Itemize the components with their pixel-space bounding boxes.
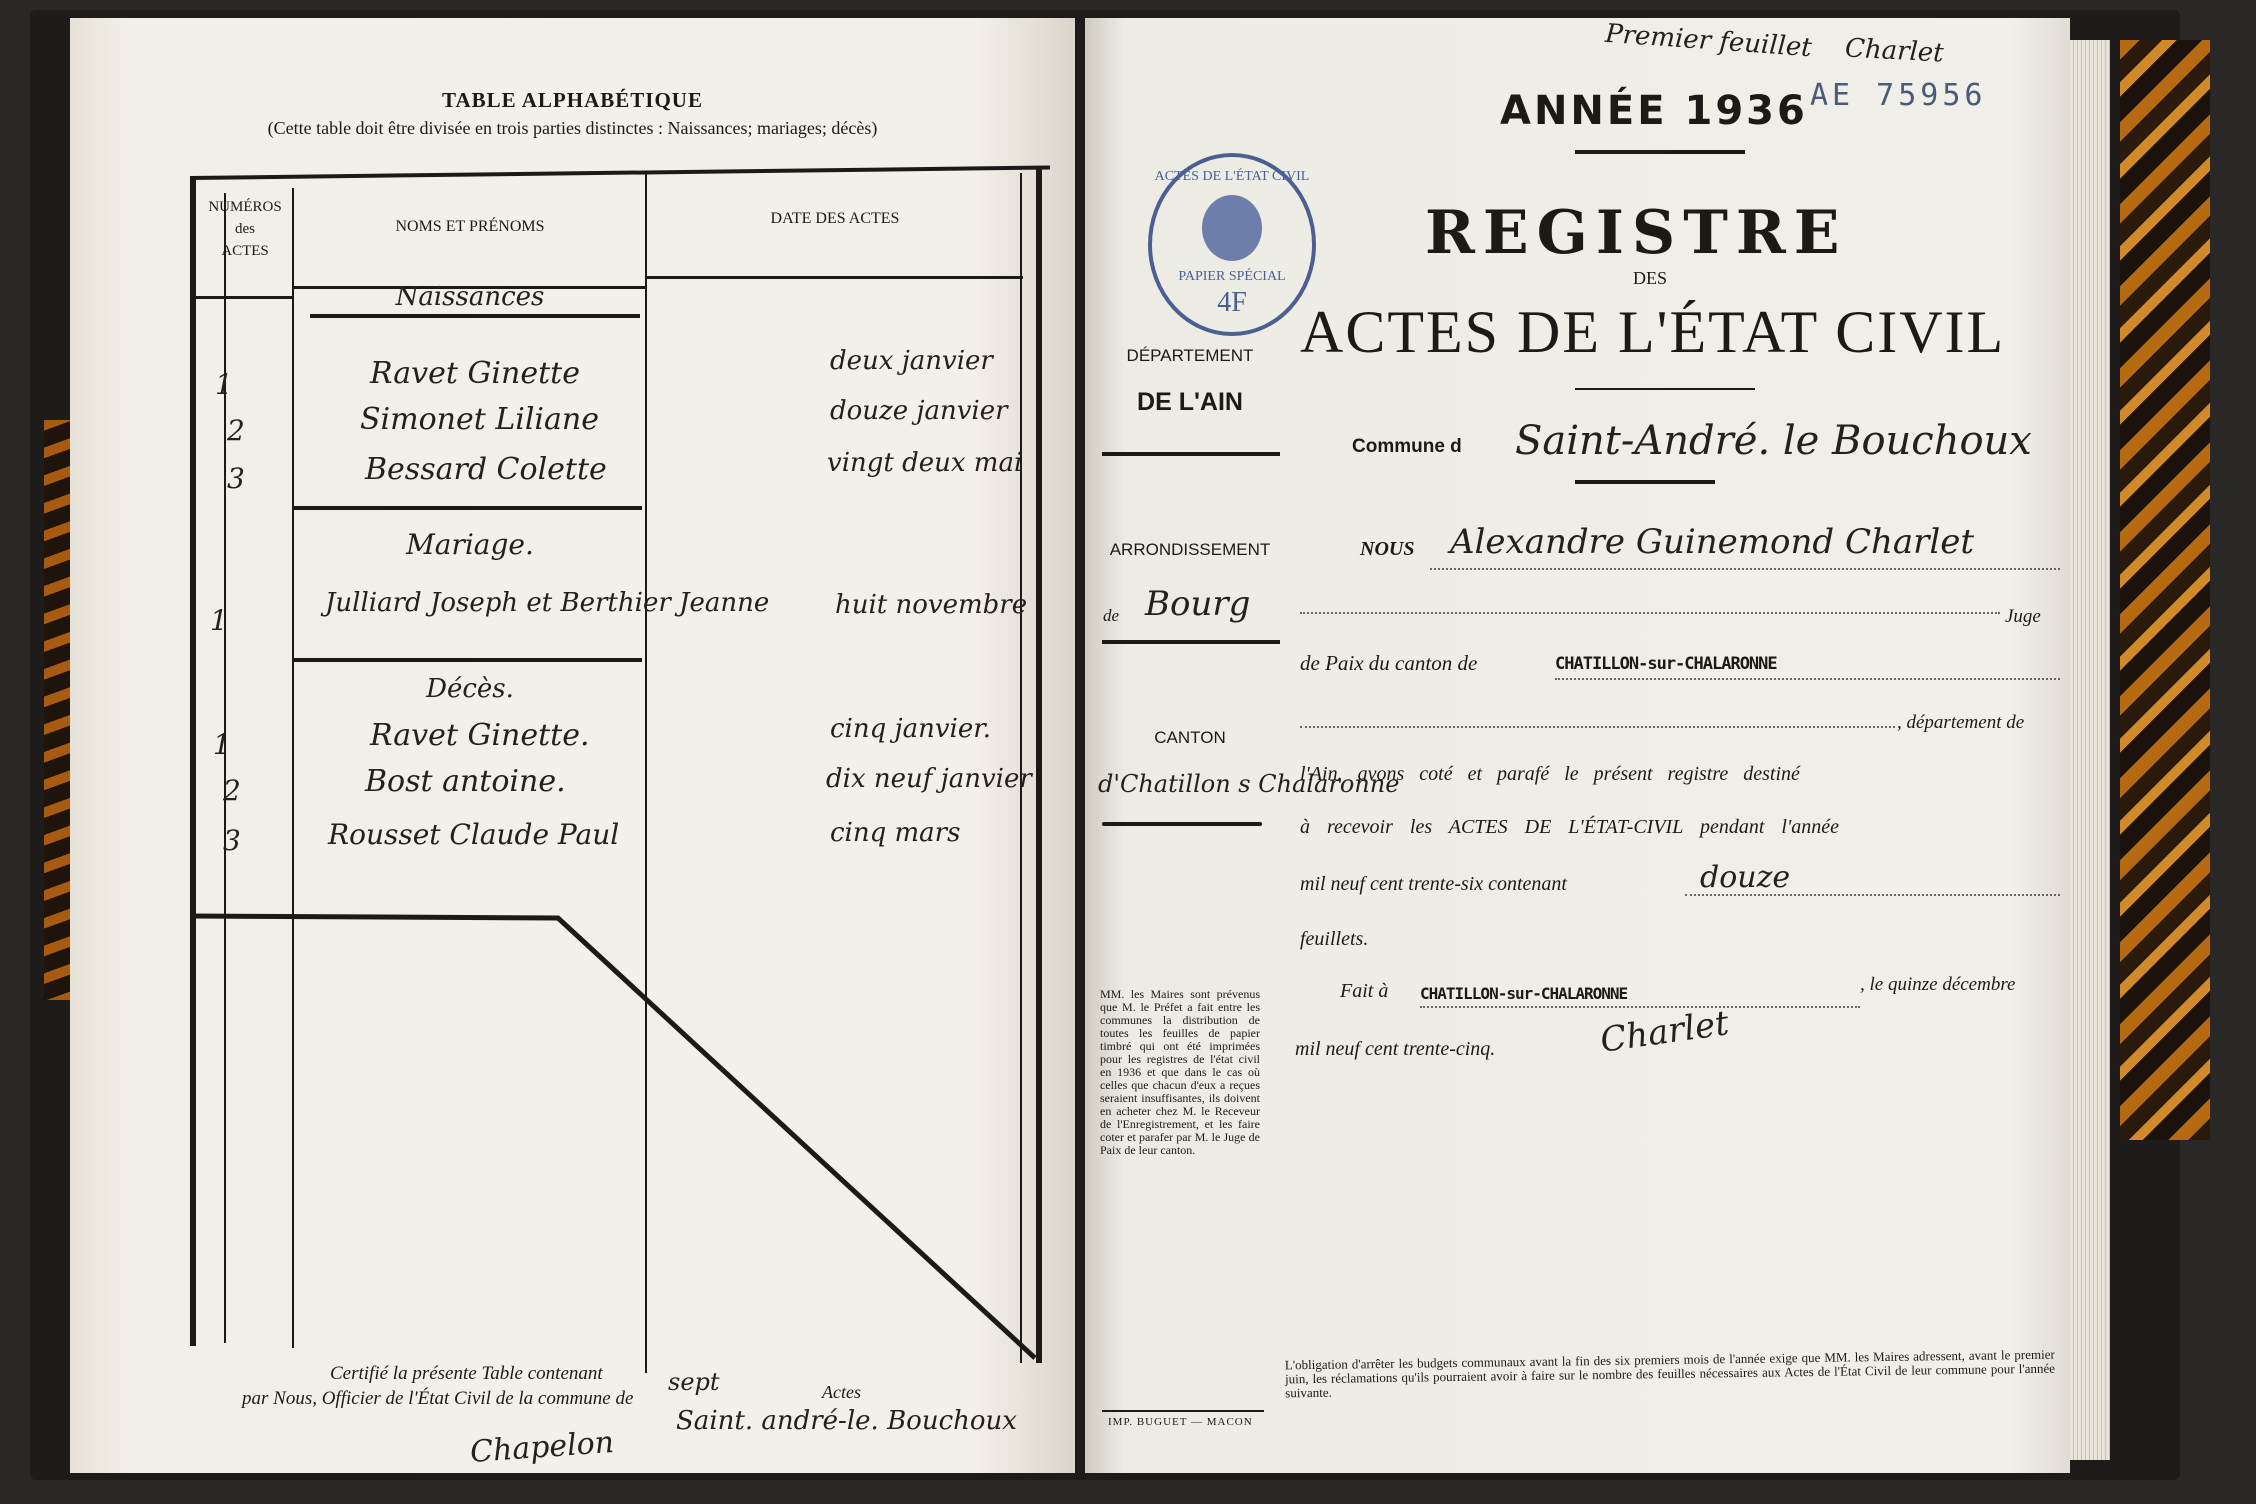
marianne-icon xyxy=(1202,195,1262,261)
stamp-price: 4F xyxy=(1217,287,1247,318)
deces-date: cinq mars xyxy=(830,818,961,848)
nous-value: Alexandre Guinemond Charlet xyxy=(1450,522,1975,562)
naissance-name: Ravet Ginette xyxy=(370,356,580,391)
canton-value: d'Chatillon s Chalaronne xyxy=(1098,770,1400,798)
stamp-label: PAPIER SPÉCIAL xyxy=(1178,269,1286,284)
actes-title: ACTES DE L'ÉTAT CIVIL xyxy=(1300,299,2006,365)
cert-actes: Actes xyxy=(822,1382,861,1402)
deces-date: dix neuf janvier xyxy=(826,764,1032,794)
departement-value: DE L'AIN xyxy=(1137,388,1243,416)
line-recevoir: à recevoir les ACTES DE L'ÉTAT-CIVIL pendant l'année xyxy=(1300,816,1839,838)
arrondissement-label: ARRONDISSEMENT xyxy=(1109,540,1271,559)
printer-rule xyxy=(1102,1410,1264,1412)
header-noms: NOMS ET PRÉNOMS xyxy=(395,218,545,235)
cert-signature: Chapelon xyxy=(468,1425,616,1470)
year-title: ANNÉE 1936 xyxy=(1500,88,1808,134)
fait-stamp: CHATILLON-sur-CHALARONNE xyxy=(1420,984,1628,1003)
commune-value: Saint-André. le Bouchoux xyxy=(1515,418,2032,464)
stamp-ring-text: ACTES DE L'ÉTAT CIVIL xyxy=(1154,169,1310,184)
deces-num: 3 xyxy=(223,824,241,857)
left-page xyxy=(70,18,1075,1473)
dept-rule xyxy=(1102,452,1280,456)
handwritten-premier-feuillet: Premier feuillet xyxy=(1604,18,1813,64)
dept-de: , département de xyxy=(1897,712,2025,733)
mariage-num: 1 xyxy=(210,604,228,637)
deces-name: Ravet Ginette. xyxy=(370,718,590,753)
title-rule xyxy=(1575,388,1755,390)
marbled-edge xyxy=(2120,40,2210,1140)
marbled-edge-left xyxy=(44,420,70,1000)
naissance-name: Bessard Colette xyxy=(365,452,607,487)
naissance-date: douze janvier xyxy=(830,396,1008,426)
deces-date: cinq janvier. xyxy=(830,714,992,744)
header-dates: DATE DES ACTES xyxy=(770,210,900,227)
naissance-date: deux janvier xyxy=(830,346,993,376)
fait-dotline xyxy=(1420,1006,1860,1008)
arrondissement-value: Bourg xyxy=(1145,584,1251,624)
table-subtitle: (Cette table doit être divisée en trois parties distinctes : Naissances; mariages; décès) xyxy=(267,118,878,138)
canton-stamp: CHATILLON-sur-CHALARONNE xyxy=(1555,654,1777,674)
feuillets-count: douze xyxy=(1700,860,1791,895)
table-border-top xyxy=(190,165,1050,180)
papier-special-stamp xyxy=(1148,153,1316,336)
mil-cinq: mil neuf cent trente-cinq. xyxy=(1295,1038,1496,1060)
deces-num: 2 xyxy=(223,774,241,807)
header-rule-c xyxy=(645,276,1023,279)
page-edges xyxy=(2070,40,2110,1460)
fait-label: Fait à xyxy=(1340,980,1389,1002)
line-mil: mil neuf cent trente-six contenant xyxy=(1300,873,1567,895)
section-mariage-title: Mariage. xyxy=(406,528,534,561)
serial-number: AE 75956 xyxy=(1810,78,1987,113)
printer-imprint: IMP. BUGUET — MACON xyxy=(1108,1416,1253,1428)
arr-rule xyxy=(1102,640,1280,644)
table-title: TABLE ALPHABÉTIQUE xyxy=(442,88,703,112)
deces-name: Rousset Claude Paul xyxy=(328,818,620,851)
naissances-rule xyxy=(310,314,640,318)
des-label: DES xyxy=(1633,268,1668,288)
signature: Charlet xyxy=(1597,1003,1732,1061)
canton-label: CANTON xyxy=(1154,728,1226,747)
naissance-date: vingt deux mai xyxy=(827,448,1023,478)
naissance-num: 3 xyxy=(227,462,245,495)
naissance-num: 1 xyxy=(215,368,233,401)
cert-commune: Saint. andré-le. Bouchoux xyxy=(676,1406,1017,1436)
fait-date: , le quinze décembre xyxy=(1860,974,2016,995)
canton-rule xyxy=(1102,822,1262,826)
commune-rule xyxy=(1575,480,1715,484)
feuillets-dotline xyxy=(1685,894,2060,896)
header-numeros: NUMÉROS des ACTES xyxy=(208,199,282,259)
departement-label: DÉPARTEMENT xyxy=(1126,346,1254,365)
nous-dotline xyxy=(1430,568,2060,570)
side-note: MM. les Maires sont prévenus que M. le Préfet a fait entre les communes la distribution de toutes les feuilles de papier timbré qui ont été imprimées pour les registres de l'état civil en 1936 et que dans le cas où celles que chacun d'eux a reçues seraient insuffisantes, ils doivent en acheter chez M. le Receveur de l'Enregistrement, et les faire coter et parafer par M. le Juge de Paix de leur canton. xyxy=(1100,987,1260,1157)
juge-dotline xyxy=(1300,612,2000,614)
year-rule xyxy=(1575,150,1745,154)
dept-dotline xyxy=(1300,726,1895,728)
cert-line2: par Nous, Officier de l'État Civil de la commune de xyxy=(242,1388,634,1409)
cert-count: sept xyxy=(668,1368,720,1396)
mariage-name: Julliard Joseph et Berthier Jeanne xyxy=(325,588,770,618)
commune-label: Commune d xyxy=(1352,436,1462,457)
arrondissement-prefix: de xyxy=(1103,606,1120,625)
mariage-date: huit novembre xyxy=(835,590,1028,620)
juge-label: Juge xyxy=(2005,606,2041,627)
footer-note: L'obligation d'arrêter les budgets communaux avant la fin des six premiers mois de l'année exige que MM. les Maires adressent, avant le premier juin, les réclamations qu'ils pourraient avoir à faire sur le nombre des feuilles nécessaires aux Actes de l'État Civil de leur commune pour l'année suivante. xyxy=(1284,1346,2056,1401)
paix-dotline xyxy=(1555,678,2060,680)
deces-name: Bost antoine. xyxy=(365,764,566,799)
deces-num: 1 xyxy=(213,728,231,761)
paix-text: de Paix du canton de xyxy=(1300,651,1478,675)
feuillets-label: feuillets. xyxy=(1300,928,1369,950)
right-page xyxy=(1085,18,2070,1473)
naissance-name: Simonet Liliane xyxy=(360,402,599,437)
header-rule-a xyxy=(196,296,292,299)
line-ain: l'Ain. avons coté et parafé le présent registre destiné xyxy=(1300,763,1800,785)
top-signature: Charlet xyxy=(1844,33,1945,69)
closing-stroke xyxy=(190,888,1050,1368)
nous-label: NOUS xyxy=(1360,538,1415,560)
section-deces-title: Décès. xyxy=(426,674,514,704)
section-rule xyxy=(292,506,642,510)
section-naissances-title: Naissances xyxy=(395,282,545,312)
naissance-num: 2 xyxy=(227,414,245,447)
section-rule xyxy=(292,658,642,662)
registre-title: REGISTRE xyxy=(1425,198,1848,268)
cert-line1: Certifié la présente Table contenant xyxy=(330,1363,603,1384)
